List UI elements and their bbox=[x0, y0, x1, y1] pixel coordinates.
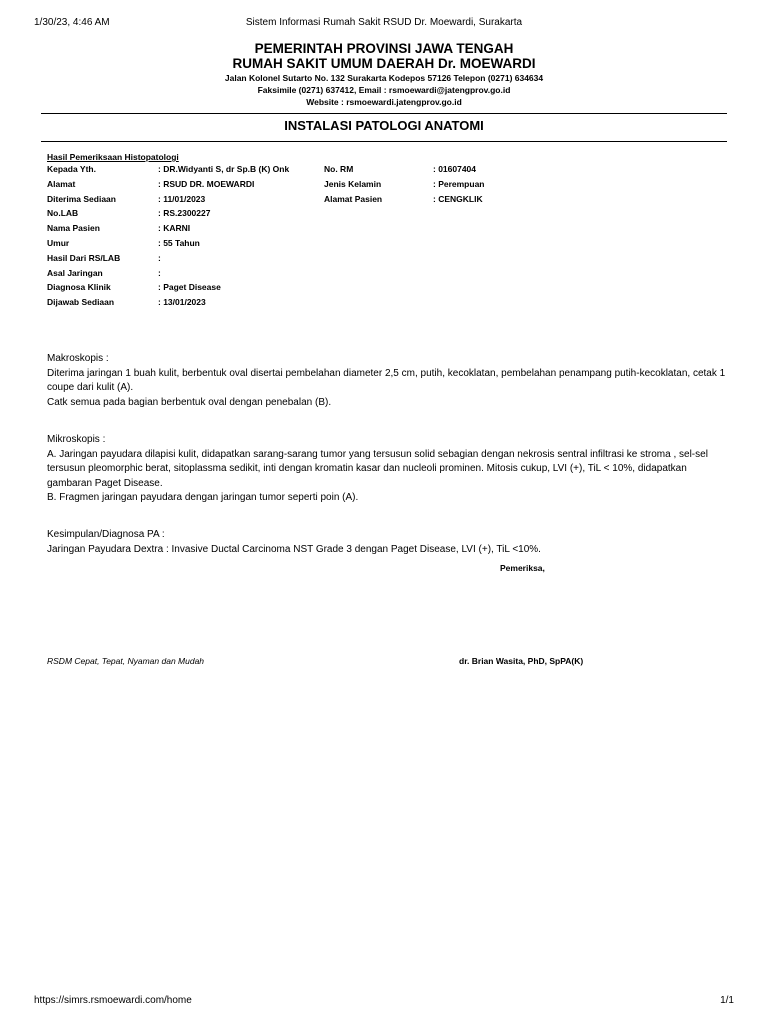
mikroskopis-heading: Mikroskopis : bbox=[47, 434, 106, 445]
letterhead-hospital: RUMAH SAKIT UMUM DAERAH Dr. MOEWARDI bbox=[232, 56, 536, 71]
info-label-2: Jenis Kelamin bbox=[324, 178, 382, 189]
info-row bbox=[47, 208, 211, 223]
info-label: Alamat bbox=[47, 178, 76, 189]
info-value: : bbox=[158, 252, 161, 263]
print-page-number: 1/1 bbox=[720, 995, 734, 1006]
info-label-2: Alamat Pasien bbox=[324, 193, 383, 204]
info-label: Kepada Yth. bbox=[47, 164, 96, 174]
info-label: Umur bbox=[47, 237, 70, 248]
makroskopis-section bbox=[47, 352, 727, 410]
divider-top bbox=[41, 113, 727, 114]
info-label: Asal Jaringan bbox=[47, 267, 103, 278]
info-row bbox=[47, 253, 179, 268]
info-label: Diterima Sediaan bbox=[47, 193, 116, 204]
mikroskopis-para1: A. Jaringan payudara dilapisi kulit, didapatkan sarang-sarang tumor yang tersusun solid sebagian dengan nekrosis sentral infiltrasi ke stroma , sel-sel tersusun pleomorphic berat, sitoplassma sedikit, inti dengan kromatin kasar dan nucleoli prominen. Mitosis cukup, LVI (+), TiL < 10%, didapatkan gambaran Paget Disease. bbox=[47, 448, 708, 489]
info-value: : bbox=[158, 267, 161, 278]
mikroskopis-section bbox=[47, 433, 727, 506]
letterhead-government: PEMERINTAH PROVINSI JAWA TENGAH bbox=[254, 41, 514, 56]
info-value: : 55 Tahun bbox=[158, 237, 200, 248]
info-row bbox=[47, 237, 200, 253]
info-value: : KARNI bbox=[158, 223, 191, 234]
info-value: : Paget Disease bbox=[158, 282, 221, 293]
divider-bottom bbox=[41, 141, 727, 142]
info-label-2: No. RM bbox=[324, 164, 354, 174]
info-value-2: : CENGKLIK bbox=[433, 193, 483, 204]
letterhead-website: Website : rsmoewardi.jatengprov.go.id bbox=[306, 97, 462, 107]
info-grid bbox=[47, 164, 485, 312]
letterhead-address: Jalan Kolonel Sutarto No. 132 Surakarta Kodepos 57126 Telepon (0271) 634634 bbox=[224, 73, 544, 83]
info-heading: Hasil Pemeriksaan Histopatologi bbox=[47, 152, 179, 162]
print-url: https://simrs.rsmoewardi.com/home bbox=[34, 995, 192, 1006]
kesimpulan-heading: Kesimpulan/Diagnosa PA : bbox=[47, 529, 165, 540]
makroskopis-heading: Makroskopis : bbox=[47, 353, 109, 364]
kesimpulan-section bbox=[47, 528, 727, 557]
info-value-2: : Perempuan bbox=[433, 178, 485, 189]
makroskopis-para2: Catk semua pada bagian berbentuk oval dengan penebalan (B). bbox=[47, 396, 332, 408]
patient-info bbox=[47, 150, 485, 312]
info-row bbox=[47, 164, 477, 179]
info-row bbox=[47, 282, 221, 297]
kesimpulan-text: Jaringan Payudara Dextra : Invasive Ductal Carcinoma NST Grade 3 dengan Paget Disease, LVI (+), TiL <10%. bbox=[47, 543, 541, 555]
info-value: : RS.2300227 bbox=[158, 208, 211, 219]
info-label: Hasil Dari RS/LAB bbox=[47, 252, 121, 263]
letterhead bbox=[0, 41, 768, 108]
info-label: Diagnosa Klinik bbox=[47, 282, 111, 293]
print-datetime: 1/30/23, 4:46 AM bbox=[34, 17, 110, 28]
mikroskopis-para2: B. Fragmen jaringan payudara dengan jaringan tumor seperti poin (A). bbox=[47, 492, 359, 503]
hospital-motto: RSDM Cepat, Tepat, Nyaman dan Mudah bbox=[47, 656, 205, 666]
pemeriksa-label: Pemeriksa, bbox=[500, 563, 545, 573]
doctor-signature-name: dr. Brian Wasita, PhD, SpPA(K) bbox=[459, 656, 584, 666]
makroskopis-para1: Diterima jaringan 1 buah kulit, berbentuk oval disertai pembelahan diameter 2,5 cm, putih, kecoklatan, pembelahan penampang putih-kecoklatan, cetak 1 coupe dari kulit (A). bbox=[47, 367, 726, 393]
info-value-2: : 01607404 bbox=[433, 164, 477, 174]
section-title: INSTALASI PATOLOGI ANATOMI bbox=[284, 118, 484, 133]
info-value: : 13/01/2023 bbox=[158, 297, 206, 308]
print-page-title: Sistem Informasi Rumah Sakit RSUD Dr. Moewardi, Surakarta bbox=[245, 17, 523, 28]
info-row bbox=[47, 223, 191, 238]
info-value: : DR.Widyanti S, dr Sp.B (K) Onk bbox=[158, 164, 290, 174]
info-value: : RSUD DR. MOEWARDI bbox=[158, 178, 255, 189]
info-label: Dijawab Sediaan bbox=[47, 297, 115, 308]
info-row bbox=[47, 297, 206, 312]
info-value: : 11/01/2023 bbox=[158, 193, 206, 204]
info-label: No.LAB bbox=[47, 208, 79, 219]
info-row bbox=[47, 268, 179, 283]
info-label: Nama Pasien bbox=[47, 223, 100, 234]
info-row bbox=[47, 178, 485, 194]
letterhead-contact: Faksimile (0271) 637412, Email : rsmoewardi@jatengprov.go.id bbox=[257, 85, 511, 95]
info-row bbox=[47, 193, 483, 209]
